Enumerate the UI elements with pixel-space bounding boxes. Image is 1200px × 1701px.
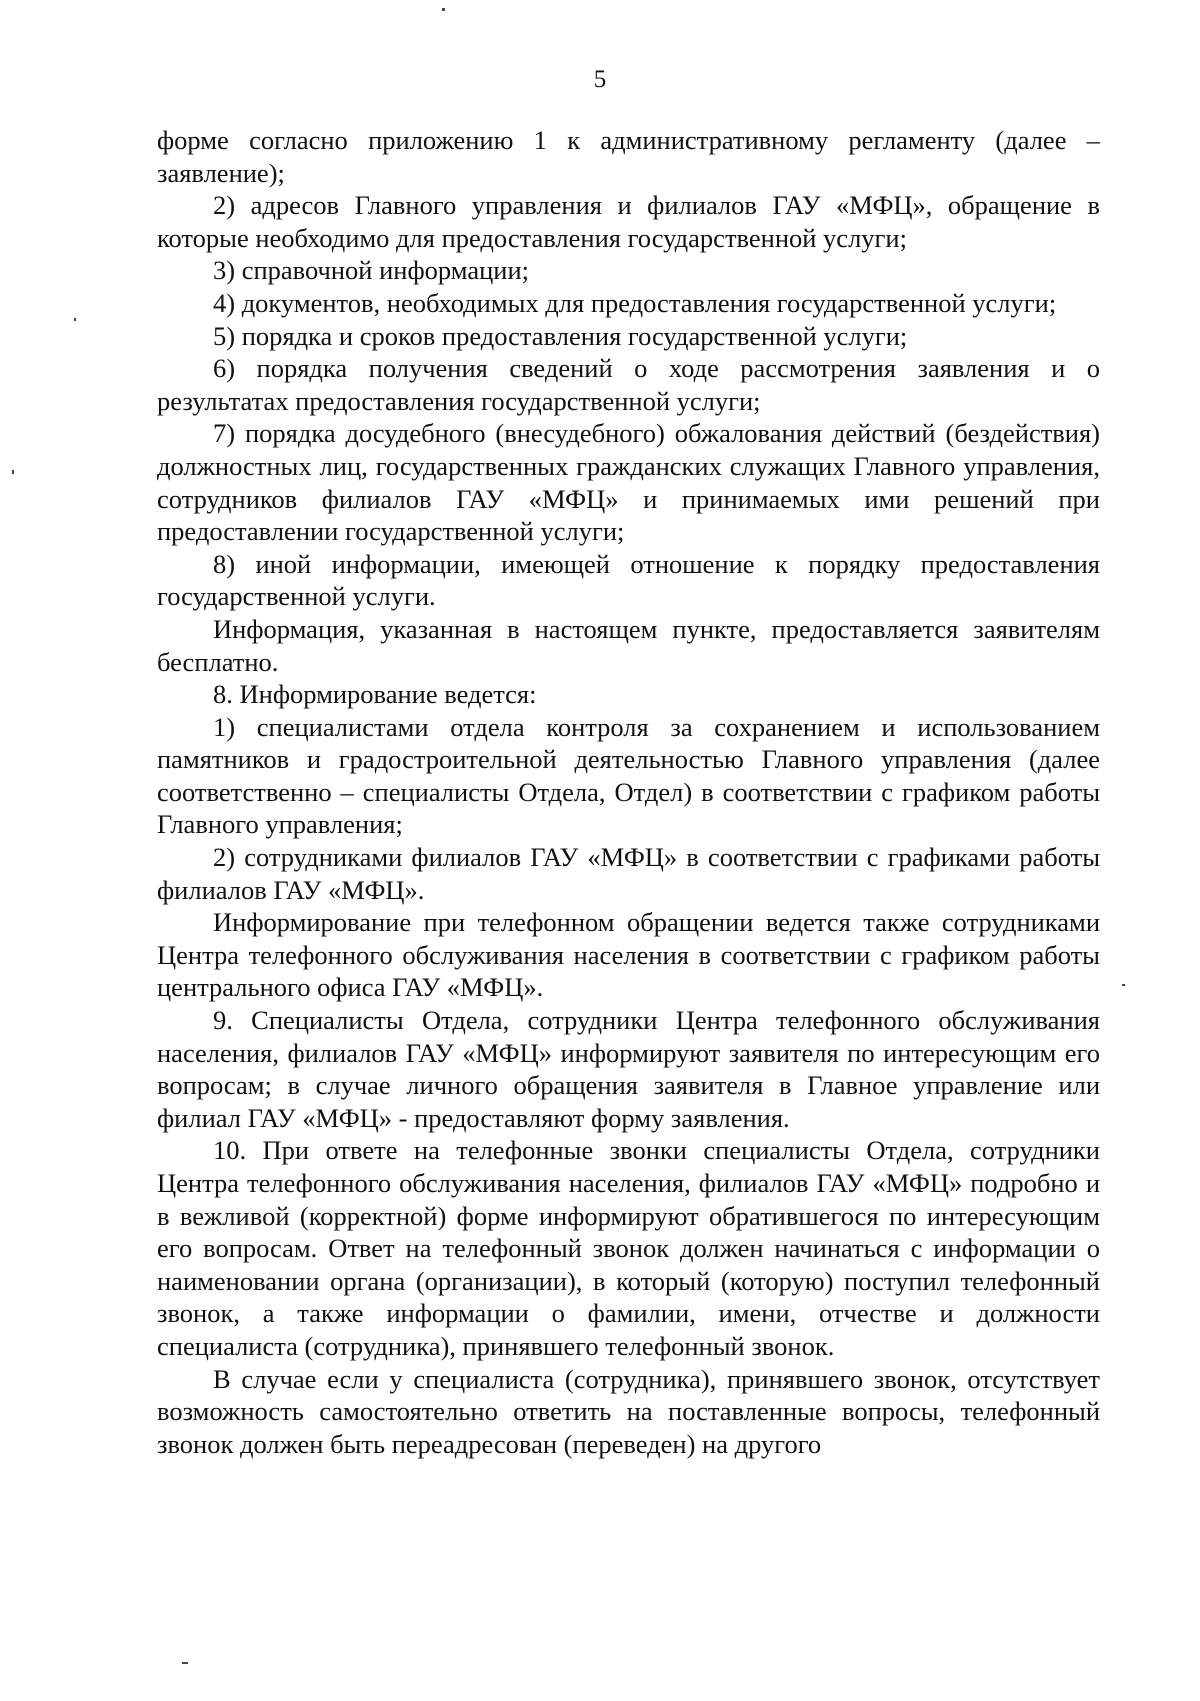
paragraph-info-free: Информация, указанная в настоящем пункте, предоставляется заявителям бесплатно.	[157, 613, 1100, 677]
section-8-item-1: 1) специалистами отдела контроля за сохранением и использованием памятников и градостроительной деятельностью Главного управления (далее соответственно – специалисты Отдела, Отдел) в соответствии с графиком работы Главного управления;	[157, 711, 1100, 840]
scan-speck	[74, 318, 76, 321]
section-10: 10. При ответе на телефонные звонки специалисты Отдела, сотрудники Центра телефонного обслуживания населения, филиалов ГАУ «МФЦ» подробно и в вежливой (корректной) форме информируют обратившегося по интересующим его вопросам. Ответ на телефонный звонок должен начинаться с информации о наименовании органа (организации), в который (которую) поступил телефонный звонок, а также информации о фамилии, имени, отчестве и должности специалиста (сотрудника), принявшего телефонный звонок.	[157, 1135, 1100, 1361]
section-8-item-2: 2) сотрудниками филиалов ГАУ «МФЦ» в соответствии с графиками работы филиалов ГАУ «МФЦ».	[157, 842, 1100, 905]
scan-speck	[1122, 984, 1125, 986]
page-number: 5	[593, 66, 607, 93]
list-item-3: 3) справочной информации;	[213, 255, 530, 286]
scan-speck	[442, 8, 445, 11]
list-item-4: 4) документов, необходимых для предоставления государственной услуги;	[213, 287, 1057, 318]
paragraph-continuation: форме согласно приложению 1 к административному регламенту (далее – заявление);	[157, 125, 1100, 188]
list-item-5: 5) порядка и сроков предоставления государственной услуги;	[213, 320, 908, 351]
document-body	[157, 124, 1100, 1460]
list-item-2: 2) адресов Главного управления и филиалов ГАУ «МФЦ», обращение в которые необходимо для предоставления государственной услуги;	[157, 190, 1100, 253]
list-item-7: 7) порядка досудебного (внесудебного) обжалования действий (бездействия) должностных лиц, государственных гражданских служащих Главного управления, сотрудников филиалов ГАУ «МФЦ» и принимаемых ими решений при предоставлении государственной услуги;	[157, 418, 1100, 547]
paragraph-redirect: В случае если у специалиста (сотрудника), принявшего звонок, отсутствует возможность самостоятельно ответить на поставленные вопросы, телефонный звонок должен быть переадресован (переведен) на другого	[157, 1363, 1100, 1459]
paragraph-phone-info: Информирование при телефонном обращении ведется также сотрудниками Центра телефонного обслуживания населения в соответствии с графиком работы центрального офиса ГАУ «МФЦ».	[157, 907, 1100, 1003]
scan-speck	[12, 470, 14, 474]
scan-speck	[182, 1662, 188, 1664]
section-9: 9. Специалисты Отдела, сотрудники Центра телефонного обслуживания населения, филиалов ГАУ «МФЦ» информируют заявителя по интересующим его вопросам; в случае личного обращения заявителя в Главное управление или филиал ГАУ «МФЦ» - предоставляют форму заявления.	[157, 1005, 1100, 1133]
list-item-8: 8) иной информации, имеющей отношение к порядку предоставления государственной услуги.	[157, 548, 1100, 612]
list-item-6: 6) порядка получения сведений о ходе рассмотрения заявления и о результатах предоставления государственной услуги;	[157, 353, 1100, 416]
section-8-heading: 8. Информирование ведется:	[213, 679, 537, 710]
